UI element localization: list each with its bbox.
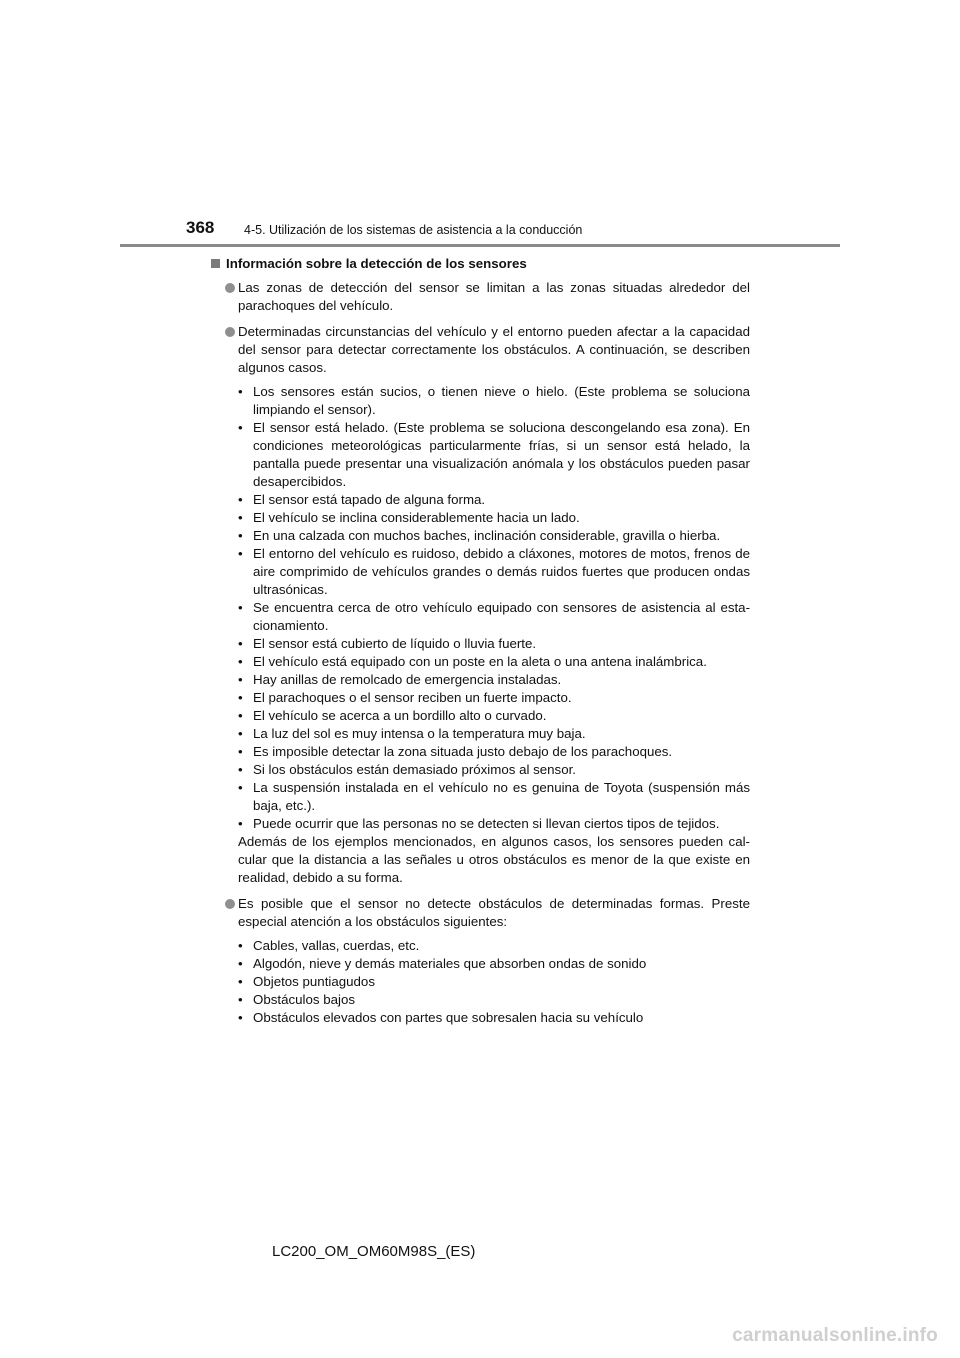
list-item xyxy=(238,743,750,761)
list-item-text: Obstáculos bajos xyxy=(253,992,355,1007)
list-item xyxy=(238,653,750,671)
paragraph-circumstances xyxy=(210,323,750,377)
obstacle-list xyxy=(210,937,750,1027)
list-item xyxy=(238,973,750,991)
bullet-dot-icon: • xyxy=(238,956,243,971)
list-item-text: La suspensión instalada en el vehículo no es genuina de Toyota (suspensión más baja, etc.). xyxy=(253,780,750,813)
bullet-dot-icon: • xyxy=(238,600,243,615)
list-item-text: El sensor está tapado de alguna forma. xyxy=(253,492,486,507)
circle-bullet-icon xyxy=(225,899,235,909)
bullet-dot-icon: • xyxy=(238,708,243,723)
list-item-text: Los sensores están sucios, o tienen nieve o hielo. (Este problema se soluciona limpiando el sensor). xyxy=(253,384,750,417)
list-item xyxy=(238,419,750,491)
bullet-dot-icon: • xyxy=(238,726,243,741)
bullet-dot-icon: • xyxy=(238,992,243,1007)
subheading-text: Información sobre la detección de los sensores xyxy=(226,256,527,271)
bullet-dot-icon: • xyxy=(238,528,243,543)
list-item-text: Puede ocurrir que las personas no se detecten si llevan ciertos tipos de tejidos. xyxy=(253,816,720,831)
bullet-dot-icon: • xyxy=(238,510,243,525)
content xyxy=(210,255,750,1027)
list-item xyxy=(238,991,750,1009)
list-item xyxy=(238,635,750,653)
list-item-text: El sensor está helado. (Este problema se soluciona descongelando esa zona). En condiciones meteorológicas particularmente frías, si un sensor está helado, la pantalla puede presentar una visualización anómala y los obstáculos pueden pasar desapercibidos. xyxy=(253,420,750,489)
paragraph-text: Es posible que el sensor no detecte obstáculos de determinadas formas. Preste especial atención a los obstáculos siguientes: xyxy=(238,896,750,929)
list-item-text: El vehículo se acerca a un bordillo alto o curvado. xyxy=(253,708,547,723)
list-item-text: Se encuentra cerca de otro vehículo equipado con sensores de asistencia al esta-cionamiento. xyxy=(253,600,750,633)
list-item-text: Cables, vallas, cuerdas, etc. xyxy=(253,938,420,953)
page-number: 368 xyxy=(186,218,215,237)
paragraph-shapes xyxy=(210,895,750,931)
bullet-dot-icon: • xyxy=(238,690,243,705)
section-header: 4-5. Utilización de los sistemas de asistencia a la conducción xyxy=(244,223,583,237)
watermark: carmanualsonline.info xyxy=(732,1325,938,1346)
bullet-dot-icon: • xyxy=(238,938,243,953)
list-item xyxy=(238,599,750,635)
list-item-text: En una calzada con muchos baches, inclinación considerable, gravilla o hierba. xyxy=(253,528,721,543)
bullet-dot-icon: • xyxy=(238,672,243,687)
list-item xyxy=(238,545,750,599)
paragraph-detection-zones xyxy=(210,279,750,315)
list-item-text: Objetos puntiagudos xyxy=(253,974,375,989)
list-item xyxy=(238,509,750,527)
list-item xyxy=(238,955,750,973)
list-item xyxy=(238,815,750,833)
bullet-dot-icon: • xyxy=(238,780,243,795)
list-item-text: Hay anillas de remolcado de emergencia instaladas. xyxy=(253,672,562,687)
bullet-dot-icon: • xyxy=(238,974,243,989)
subheading xyxy=(210,255,750,273)
list-trailing-note: Además de los ejemplos mencionados, en algunos casos, los sensores pueden cal-cular que la distancia a las señales u otros obstáculos es menor de la que existe en realidad, debido a su forma. xyxy=(238,834,750,885)
list-item-text: Es imposible detectar la zona situada justo debajo de los parachoques. xyxy=(253,744,673,759)
paragraph-text: Determinadas circunstancias del vehículo y el entorno pueden afectar a la capacidad del sensor para detectar correctamente los obstáculos. A continuación, se describen algunos casos. xyxy=(238,324,750,375)
list-item xyxy=(238,761,750,779)
list-item-text: El vehículo se inclina considerablemente hacia un lado. xyxy=(253,510,580,525)
list-item xyxy=(238,689,750,707)
list-item-text: El entorno del vehículo es ruidoso, debido a cláxones, motores de motos, frenos de aire comprimido de vehículos grandes o demás ruidos fuertes que producen ondas ultrasónicas. xyxy=(253,546,750,597)
bullet-dot-icon: • xyxy=(238,1010,243,1025)
list-item-text: Obstáculos elevados con partes que sobresalen hacia su vehículo xyxy=(253,1010,644,1025)
header-rule xyxy=(120,244,840,247)
circle-bullet-icon xyxy=(225,283,235,293)
bullet-dot-icon: • xyxy=(238,744,243,759)
bullet-dot-icon: • xyxy=(238,636,243,651)
bullet-dot-icon: • xyxy=(238,492,243,507)
bullet-dot-icon: • xyxy=(238,816,243,831)
circumstance-list xyxy=(210,383,750,833)
list-item xyxy=(238,671,750,689)
bullet-dot-icon: • xyxy=(238,384,243,399)
list-item xyxy=(238,725,750,743)
list-item-text: Algodón, nieve y demás materiales que absorben ondas de sonido xyxy=(253,956,647,971)
list-item xyxy=(238,937,750,955)
square-bullet-icon xyxy=(211,259,220,268)
circle-bullet-icon xyxy=(225,327,235,337)
bullet-dot-icon: • xyxy=(238,762,243,777)
bullet-dot-icon: • xyxy=(238,654,243,669)
list-item xyxy=(238,707,750,725)
document-code: LC200_OM_OM60M98S_(ES) xyxy=(272,1243,476,1260)
list-item-text: El parachoques o el sensor reciben un fuerte impacto. xyxy=(253,690,572,705)
list-item xyxy=(238,779,750,815)
list-item xyxy=(238,383,750,419)
list-item-text: El sensor está cubierto de líquido o lluvia fuerte. xyxy=(253,636,537,651)
list-item-text: Si los obstáculos están demasiado próximos al sensor. xyxy=(253,762,576,777)
list-item xyxy=(238,1009,750,1027)
bullet-dot-icon: • xyxy=(238,546,243,561)
list-item xyxy=(238,491,750,509)
list-item-text: El vehículo está equipado con un poste en la aleta o una antena inalámbrica. xyxy=(253,654,707,669)
bullet-dot-icon: • xyxy=(238,420,243,435)
list-item-text: La luz del sol es muy intensa o la temperatura muy baja. xyxy=(253,726,586,741)
list-item xyxy=(238,527,750,545)
paragraph-text: Las zonas de detección del sensor se limitan a las zonas situadas alrededor del parachoques del vehículo. xyxy=(238,280,750,313)
